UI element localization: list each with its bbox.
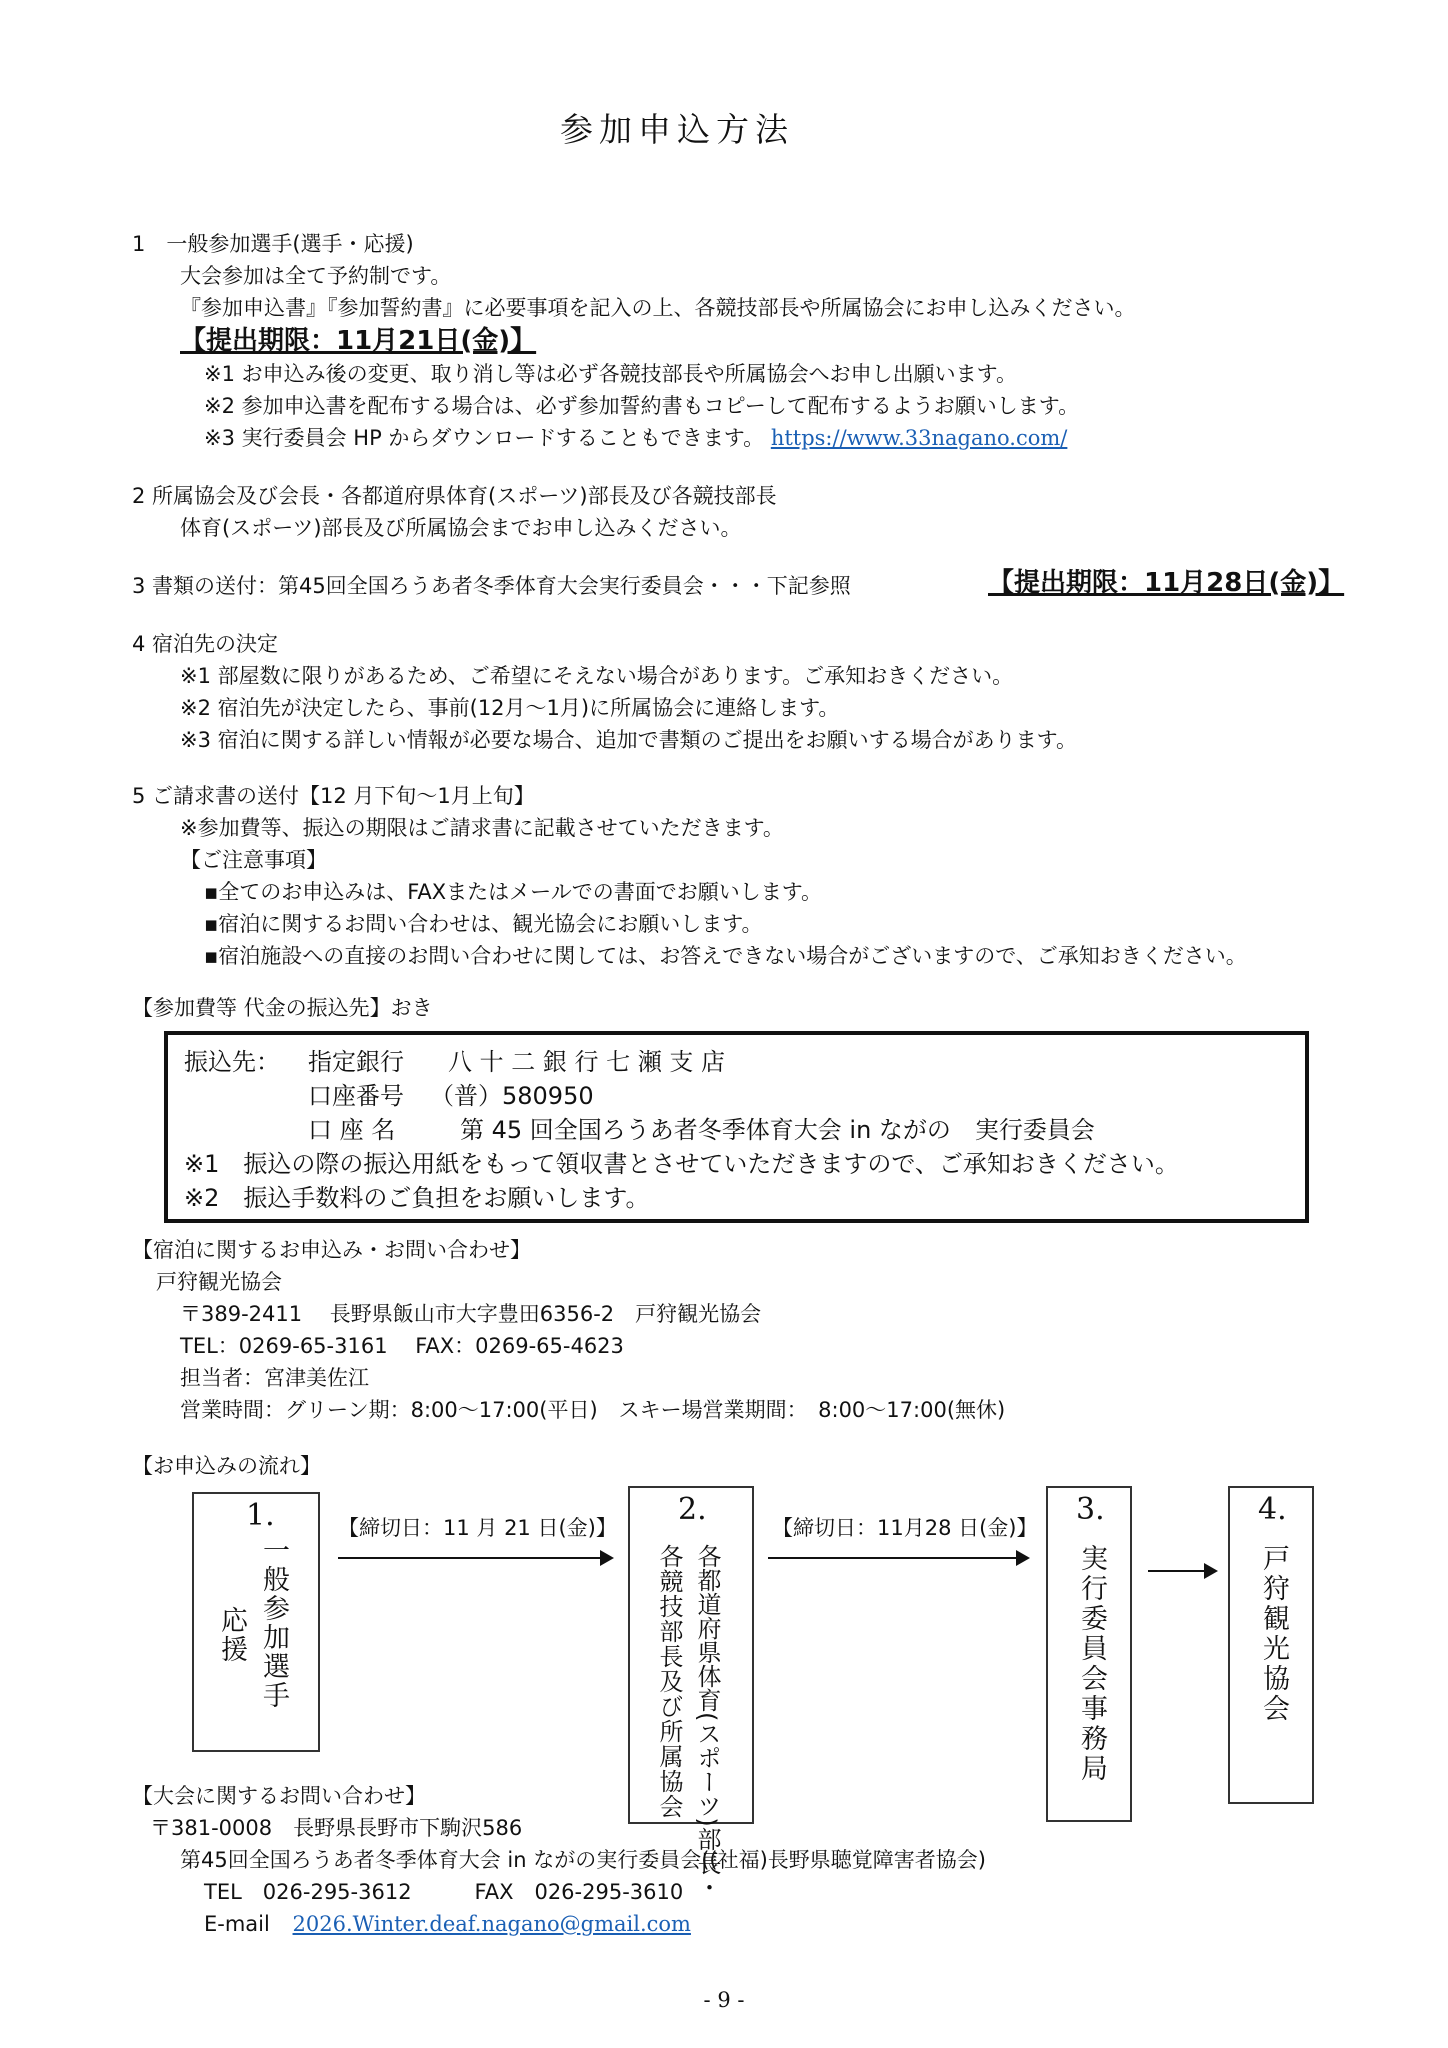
page-title: 参加申込方法 — [560, 110, 794, 149]
sec5-line1: ※参加費等、振込の期限はご請求書に記載させていただきます。 — [180, 816, 784, 840]
lodging-heading: 【宿泊に関するお申込み・お問い合わせ】 — [132, 1238, 531, 1262]
flow-box-1-subtext: 応援 — [216, 1606, 247, 1664]
flow-box-1-number: 1. — [246, 1498, 275, 1533]
lodging-org: 戸狩観光協会 — [156, 1270, 282, 1294]
page-number: - 9 - — [703, 1988, 745, 2012]
sec1-note1: ※1 お申込み後の変更、取り消し等は必ず各競技部長や所属協会へお申し出願います。 — [204, 362, 1017, 386]
flow-arrow-1 — [338, 1557, 602, 1559]
flow-box-3-number: 3. — [1076, 1492, 1105, 1527]
lodging-address: 〒389-2411 長野県飯山市大字豊田6356-2 戸狩観光協会 — [180, 1302, 762, 1326]
flow-heading: 【お申込みの流れ】 — [132, 1454, 321, 1478]
lodging-hours: 営業時間：グリーン期：8:00～17:00(平日) スキー場営業期間： 8:00～17:00(無休) — [180, 1398, 1006, 1422]
bank-name: 八 十 二 銀 行 七 瀬 支 店 — [448, 1048, 726, 1076]
flow-arrow-3 — [1148, 1570, 1206, 1572]
flow-box-1-text: 一般参加選手 — [258, 1536, 289, 1710]
sec2-line1: 体育(スポーツ)部長及び所属協会までお申し込みください。 — [180, 516, 742, 540]
sec1-deadline: 【提出期限：11月21日(金)】 — [180, 326, 537, 356]
flow-box-2 — [628, 1486, 754, 1899]
flow-box-4-text: 戸狩観光協会 — [1258, 1544, 1289, 1724]
email-label: E-mail — [204, 1912, 270, 1936]
account-key: 口座番号 — [308, 1082, 404, 1110]
bank-heading: 【参加費等 代金の振込先】おき — [132, 996, 433, 1020]
sec1-note3-row — [204, 424, 1067, 452]
sec4-note2: ※2 宿泊先が決定したら、事前(12月～1月)に所属協会に連絡します。 — [180, 696, 840, 720]
sec1-note3: ※3 実行委員会 HP からダウンロードすることもできます。 — [204, 426, 765, 450]
bank-label: 振込先： — [184, 1048, 280, 1076]
website-link[interactable]: https://www.33nagano.com/ — [770, 426, 1068, 450]
sec1-line1: 大会参加は全て予約制です。 — [180, 264, 452, 288]
account-name-key: 口 座 名 — [308, 1116, 396, 1144]
flow-label-2: 【締切日：11月28 日(金)】 — [772, 1516, 1038, 1540]
contact-tel: TEL 026-295-3612 FAX 026-295-3610 — [204, 1880, 684, 1904]
sec4-note3: ※3 宿泊に関する詳しい情報が必要な場合、追加で書類のご提出をお願いする場合があります。 — [180, 728, 1077, 752]
sec5-caution-heading: 【ご注意事項】 — [180, 848, 327, 872]
flow-box-3-text: 実行委員会事務局 — [1076, 1544, 1107, 1784]
flow-box-4 — [1228, 1486, 1314, 1804]
flow-box-3 — [1046, 1486, 1132, 1822]
sec5-caution3: ▪宿泊施設への直接のお問い合わせに関しては、お答えできない場合がございますので、ご承知おきください。 — [204, 944, 1247, 968]
account-name: 第 45 回全国ろうあ者冬季体育大会 in ながの 実行委員会 — [460, 1116, 1095, 1144]
sec5-heading: 5 ご請求書の送付【12 月下旬～1月上旬】 — [132, 784, 535, 808]
sec2-heading: 2 所属協会及び会長・各都道府県体育(スポーツ)部長及び各競技部長 — [132, 484, 777, 508]
contact-heading: 【大会に関するお問い合わせ】 — [132, 1784, 426, 1808]
contact-org: 第45回全国ろうあ者冬季体育大会 in ながの実行委員会((社福)長野県聴覚障害者協会) — [180, 1848, 986, 1872]
sec4-heading: 4 宿泊先の決定 — [132, 632, 279, 656]
email-link[interactable]: 2026.Winter.deaf.nagano@gmail.com — [292, 1912, 691, 1936]
sec4-note1: ※1 部屋数に限りがあるため、ご希望にそえない場合があります。ご承知おきください。 — [180, 664, 1014, 688]
flow-arrow-2 — [768, 1557, 1018, 1559]
sec5-caution2: ▪宿泊に関するお問い合わせは、観光協会にお願いします。 — [204, 912, 763, 936]
lodging-contact: 担当者：宮津美佐江 — [180, 1366, 369, 1390]
bank-info-box — [164, 1031, 1309, 1223]
sec1-heading: 1 一般参加選手(選手・応援) — [132, 232, 414, 256]
flow-box-2-subtext: 各競技部長及び所属協会 — [655, 1544, 683, 1819]
sec3-deadline: 【提出期限：11月28日(金)】 — [988, 568, 1345, 598]
flow-box-2-number: 2. — [678, 1492, 707, 1527]
sec1-note2: ※2 参加申込書を配布する場合は、必ず参加誓約書もコピーして配布するようお願いします。 — [204, 394, 1080, 418]
sec1-line2: 『参加申込書』『参加誓約書』に必要事項を記入の上、各競技部長や所属協会にお申し込みください。 — [180, 296, 1136, 320]
bank-note1: ※1 振込の際の振込用紙をもって領収書とさせていただきますので、ご承知おきください。 — [184, 1150, 1179, 1178]
lodging-tel: TEL：0269-65-3161 FAX：0269-65-4623 — [180, 1334, 624, 1358]
flow-box-4-number: 4. — [1258, 1492, 1287, 1527]
sec5-caution1: ▪全てのお申込みは、FAXまたはメールでの書面でお願いします。 — [204, 880, 823, 904]
bank-key: 指定銀行 — [308, 1048, 404, 1076]
contact-address: 〒381-0008 長野県長野市下駒沢586 — [150, 1816, 523, 1840]
flow-box-1 — [192, 1492, 320, 1752]
sec3-heading: 3 書類の送付：第45回全国ろうあ者冬季体育大会実行委員会・・・下記参照 — [132, 574, 851, 598]
account-number: （普）580950 — [430, 1082, 594, 1110]
flow-box-2-text: 各都道府県体育(スポーツ)部長・ — [693, 1544, 721, 1899]
contact-email-row — [204, 1910, 691, 1938]
bank-note2: ※2 振込手数料のご負担をお願いします。 — [184, 1184, 650, 1212]
flow-label-1: 【締切日：11 月 21 日(金)】 — [338, 1516, 617, 1540]
